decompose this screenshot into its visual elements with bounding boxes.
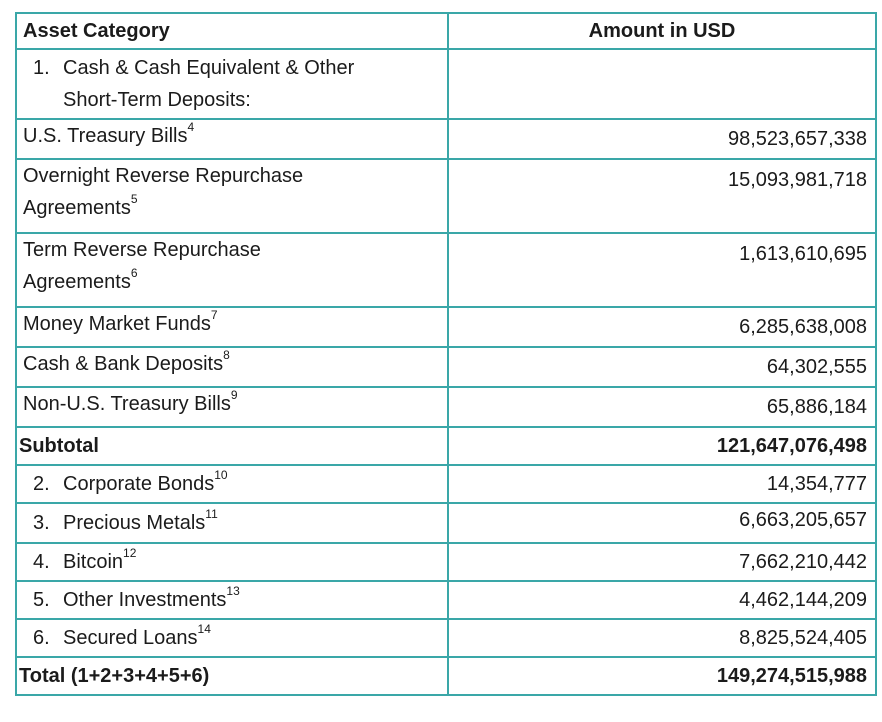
- treasury-bills-text: U.S. Treasury Bills: [23, 125, 188, 147]
- precious-metals-amount: 6,663,205,657: [448, 503, 876, 543]
- term-repo-line2: Agreements: [23, 271, 131, 293]
- secured-loans-label: [16, 619, 448, 657]
- table-row-corporate-bonds: [16, 465, 876, 503]
- assets-table: [15, 12, 877, 696]
- money-market-text: Money Market Funds: [23, 313, 211, 335]
- footnote-ref: 14: [197, 622, 211, 637]
- bitcoin-amount: 7,662,210,442: [448, 543, 876, 581]
- table-row-cash-section: [16, 49, 876, 119]
- corporate-bonds-label: [16, 465, 448, 503]
- row-number: 1.: [33, 57, 50, 79]
- treasury-bills-label: [16, 119, 448, 159]
- term-repo-label: [16, 233, 448, 307]
- secured-loans-amount: 8,825,524,405: [448, 619, 876, 657]
- footnote-ref: 4: [187, 120, 195, 135]
- precious-metals-text: Precious Metals: [63, 512, 206, 534]
- table-row-other-investments: [16, 581, 876, 619]
- cash-section-label: [16, 49, 448, 119]
- row-number: 6.: [33, 627, 50, 649]
- bitcoin-label: [16, 543, 448, 581]
- header-amount: Amount in USD: [448, 13, 876, 49]
- header-asset-category: Asset Category: [16, 13, 448, 49]
- cash-section-amount-empty: [448, 49, 876, 119]
- footnote-ref: 5: [130, 192, 138, 207]
- table-row-money-market: [16, 307, 876, 347]
- non-us-bills-label: [16, 387, 448, 427]
- non-us-bills-text: Non-U.S. Treasury Bills: [23, 393, 231, 415]
- other-investments-label: [16, 581, 448, 619]
- non-us-bills-amount: 65,886,184: [448, 387, 876, 427]
- total-label: Total (1+2+3+4+5+6): [16, 657, 448, 695]
- table-row-bitcoin: [16, 543, 876, 581]
- table-row-term-repo: [16, 233, 876, 307]
- row-number: 5.: [33, 589, 50, 611]
- other-investments-text: Other Investments: [63, 589, 227, 611]
- row-number: 2.: [33, 473, 50, 495]
- table-header-row: [16, 13, 876, 49]
- table-row-precious-metals: [16, 503, 876, 543]
- money-market-amount: 6,285,638,008: [448, 307, 876, 347]
- bitcoin-text: Bitcoin: [63, 551, 124, 573]
- cash-section-text: [63, 52, 354, 116]
- table-row-secured-loans: [16, 619, 876, 657]
- footnote-ref: 9: [230, 388, 238, 403]
- term-repo-line1: Term Reverse Repurchase: [23, 239, 261, 261]
- subtotal-amount: 121,647,076,498: [448, 427, 876, 465]
- subtotal-label: Subtotal: [16, 427, 448, 465]
- money-market-label: [16, 307, 448, 347]
- cash-section-line1: Cash & Cash Equivalent & Other: [63, 57, 355, 79]
- cash-section-line2: Short-Term Deposits:: [63, 89, 251, 111]
- corporate-bonds-amount: 14,354,777: [448, 465, 876, 503]
- cash-bank-label: [16, 347, 448, 387]
- footnote-ref: 12: [123, 546, 137, 561]
- treasury-bills-amount: 98,523,657,338: [448, 119, 876, 159]
- row-number: 3.: [33, 512, 50, 534]
- footnote-ref: 11: [205, 507, 218, 522]
- overnight-repo-label: [16, 159, 448, 233]
- total-amount: 149,274,515,988: [448, 657, 876, 695]
- row-number: 4.: [33, 551, 50, 573]
- table-row-treasury-bills: [16, 119, 876, 159]
- other-investments-amount: 4,462,144,209: [448, 581, 876, 619]
- precious-metals-label: [16, 503, 448, 543]
- corporate-bonds-text: Corporate Bonds: [63, 473, 215, 495]
- footnote-ref: 8: [223, 348, 230, 363]
- table-row-overnight-repo: [16, 159, 876, 233]
- table-row-total: [16, 657, 876, 695]
- overnight-repo-line1: Overnight Reverse Repurchase: [23, 165, 304, 187]
- cash-bank-text: Cash & Bank Deposits: [23, 353, 224, 375]
- table-row-non-us-bills: [16, 387, 876, 427]
- footnote-ref: 6: [130, 266, 138, 281]
- overnight-repo-amount: 15,093,981,718: [448, 159, 876, 233]
- overnight-repo-line2: Agreements: [23, 197, 131, 219]
- footnote-ref: 13: [226, 584, 240, 599]
- cash-bank-amount: 64,302,555: [448, 347, 876, 387]
- term-repo-amount: 1,613,610,695: [448, 233, 876, 307]
- footnote-ref: 7: [210, 308, 218, 323]
- assets-table-container: [15, 12, 877, 696]
- table-row-subtotal: [16, 427, 876, 465]
- secured-loans-text: Secured Loans: [63, 627, 198, 649]
- table-row-cash-bank: [16, 347, 876, 387]
- footnote-ref: 10: [214, 468, 228, 483]
